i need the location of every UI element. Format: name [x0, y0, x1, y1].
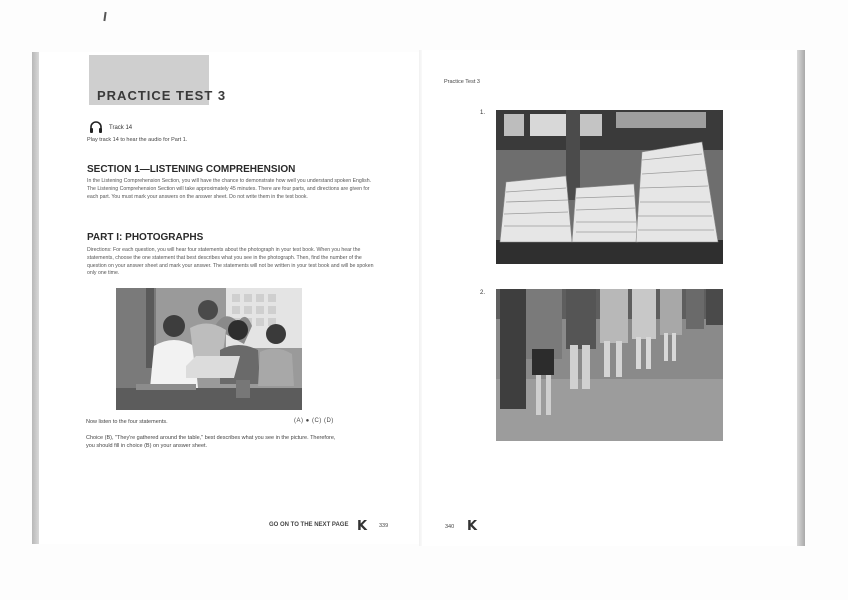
- publisher-logo: K: [357, 519, 368, 534]
- paper-stacks-photo: [496, 110, 723, 264]
- book-edge-right: [797, 50, 805, 546]
- right-page: [422, 50, 797, 546]
- left-page: [39, 52, 419, 544]
- page-number: 340: [445, 524, 455, 530]
- answer-choices: (A) ● (C) (D): [294, 418, 334, 424]
- part-heading: PART I: PHOTOGRAPHS: [87, 232, 204, 243]
- meeting-photo: [116, 288, 302, 410]
- question-number: 2.: [480, 290, 486, 296]
- part-directions: Directions: For each question, you will hear four statements about the photograph in your test book. When you hear the statements, choose the one statement that best describes what you see in the photograph. Then, find the number of the question on your answer sheet and mark your answer. The statements will not be written in your test book and will be spoken only one time.: [87, 247, 374, 277]
- go-on-label: GO ON TO THE NEXT PAGE: [269, 522, 349, 528]
- sample-explanation: Choice (B), "They're gathered around the table," best describes what you see in the picture. Therefore, you should fill in choice (B) on your answer sheet.: [86, 435, 336, 449]
- track-instruction: Play track 14 to hear the audio for Part 1.: [87, 137, 188, 143]
- section-heading: SECTION 1—LISTENING COMPREHENSION: [87, 164, 296, 175]
- title-banner: [89, 55, 227, 105]
- track-label: Track 14: [109, 125, 133, 131]
- listen-instruction: Now listen to the four statements.: [86, 419, 168, 425]
- book-edge-left: [32, 52, 39, 544]
- publisher-logo: K: [467, 519, 478, 534]
- page-title: PRACTICE TEST 3: [97, 88, 227, 103]
- section-body: In the Listening Comprehension Section, you will have the chance to demonstrate how well you understand spoken English. The Listening Comprehension Section will take approximately 45 minutes. There are four parts, and directions are given for each part. You must mark your answers on the answer sheet. Do not write them in the test book.: [87, 178, 372, 200]
- headphones-icon: [89, 121, 103, 133]
- running-head: Practice Test 3: [444, 79, 480, 85]
- queue-photo: [496, 289, 723, 441]
- page-number: 339: [379, 523, 389, 529]
- question-number: 1.: [480, 110, 486, 116]
